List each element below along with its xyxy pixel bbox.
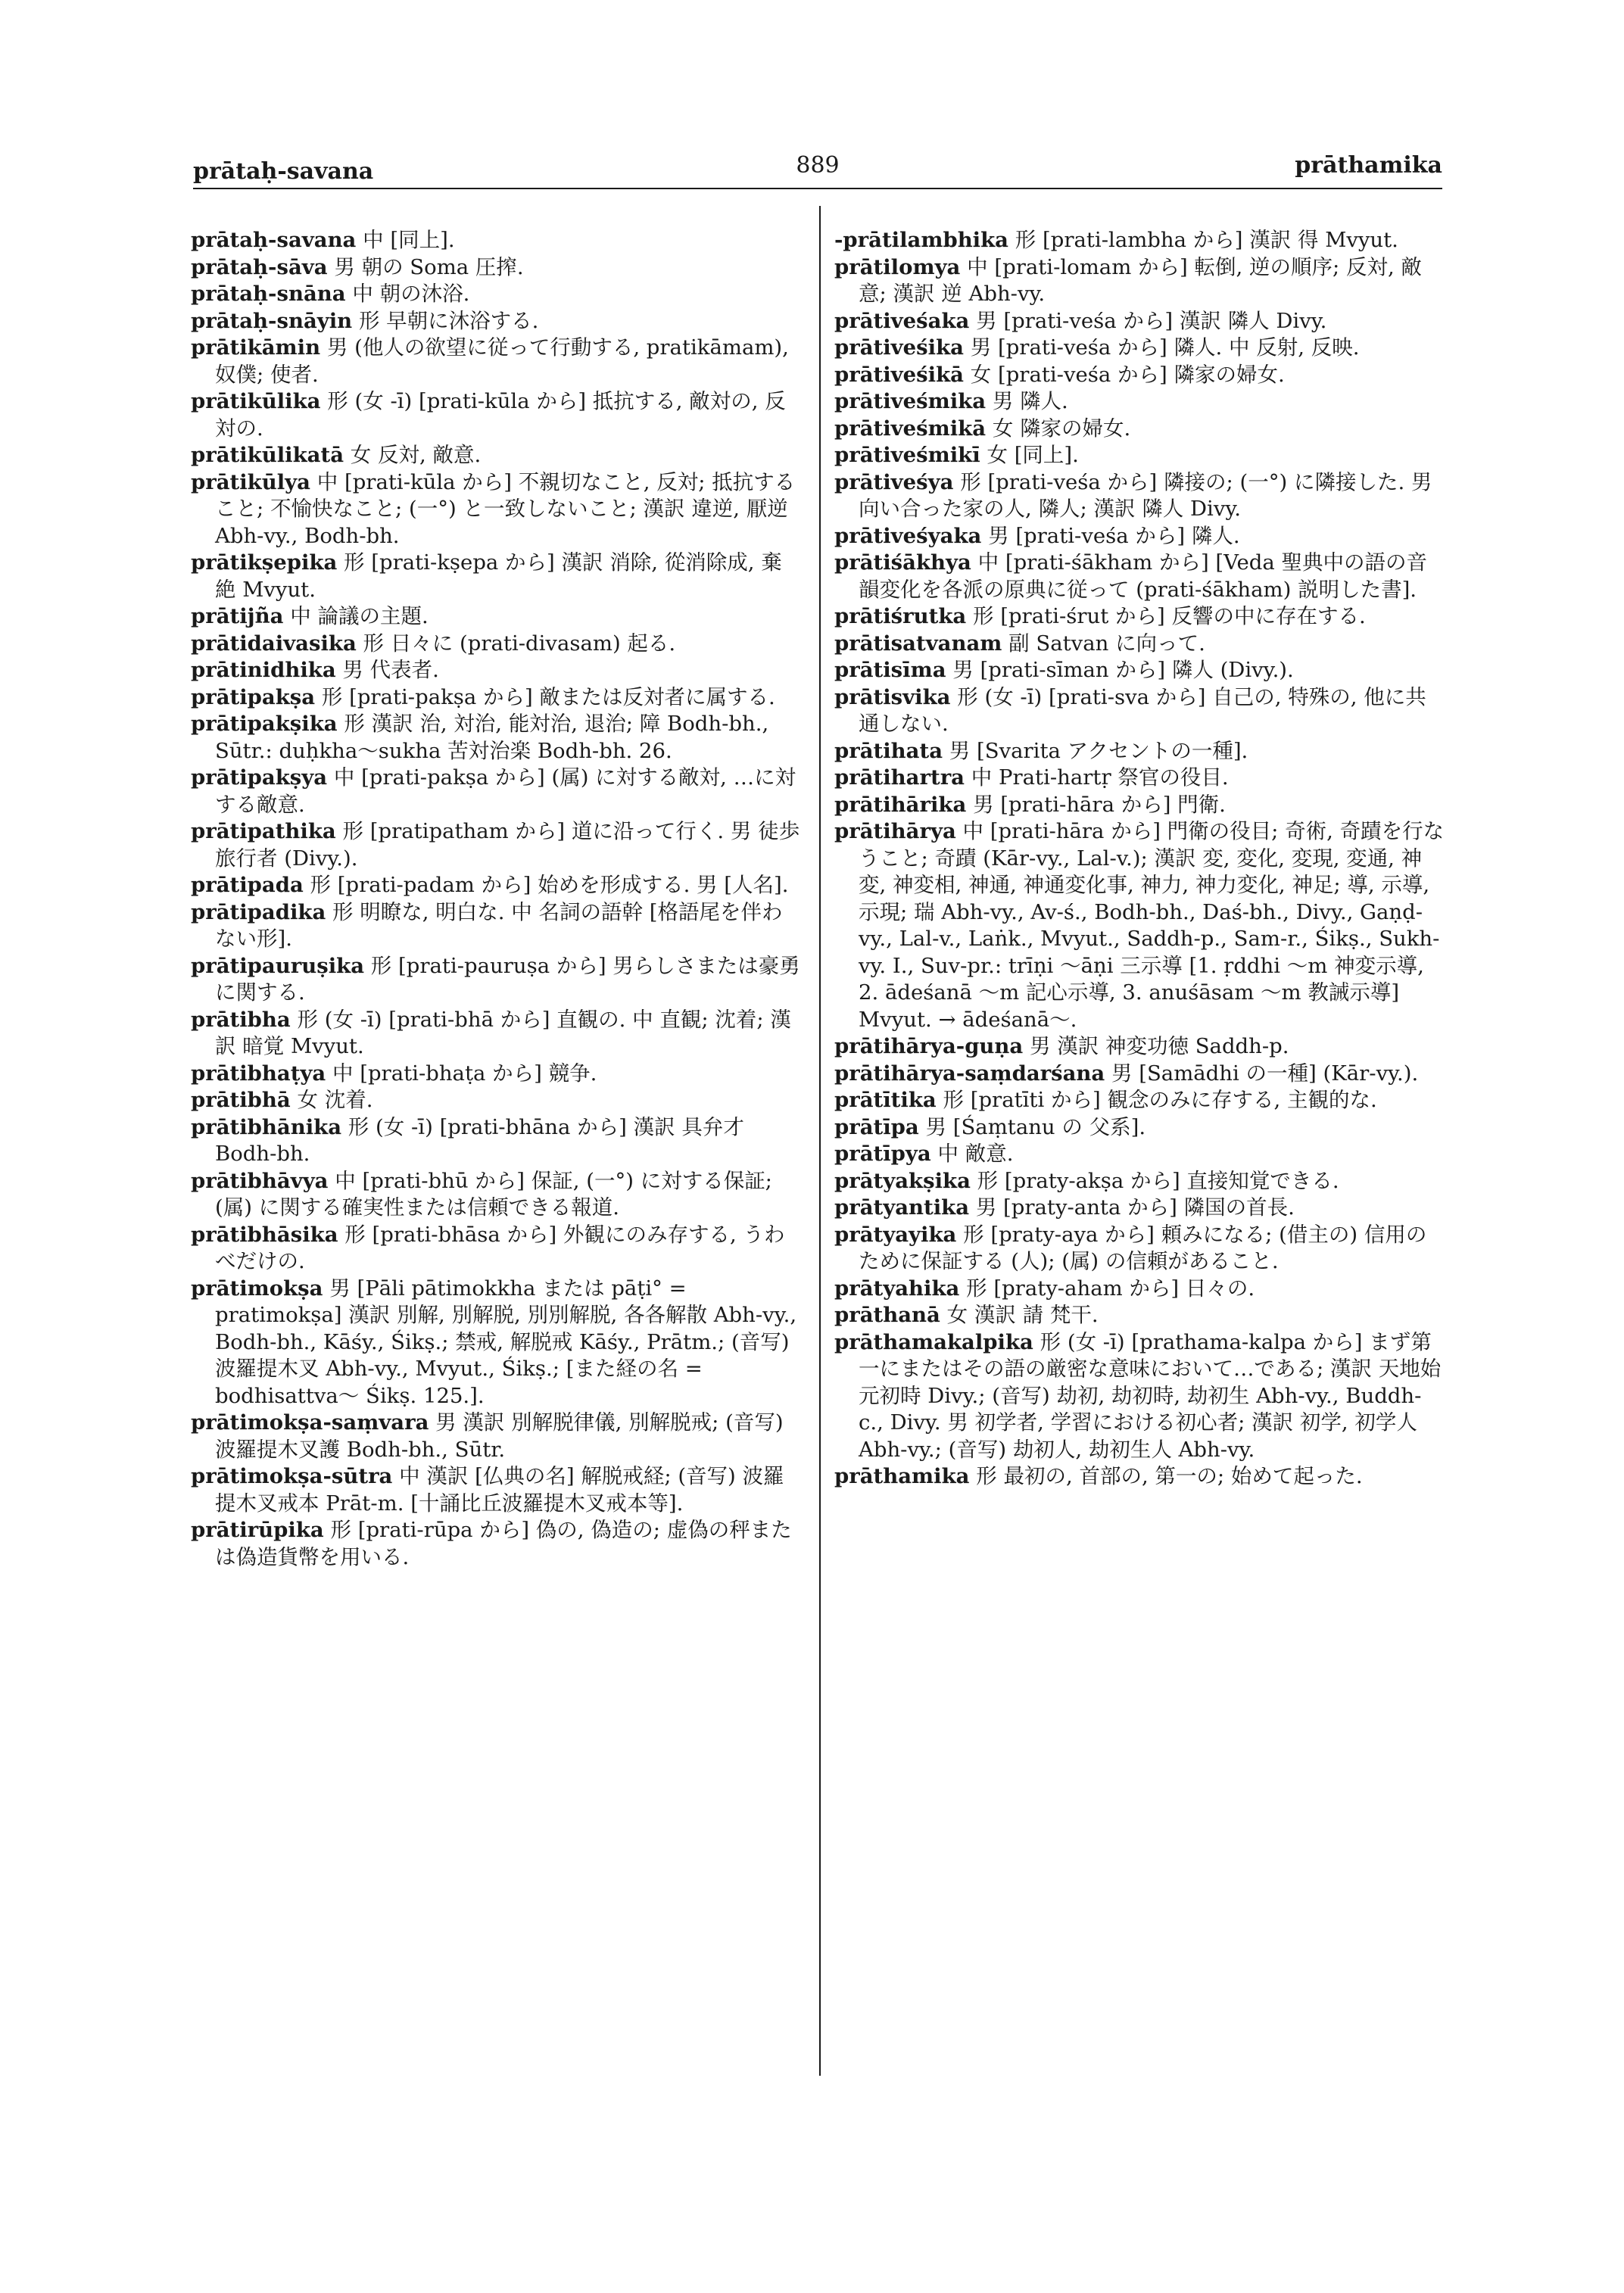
entry-definition: 男 [Śaṃtanu の 父系]. [925,1114,1146,1139]
entry-headword: prātiveśya [834,469,954,494]
entry-definition: 中 漢訳 [仏典の名] 解脱戒経; (音写) 波羅提木叉戒本 Prāt-m. [十誦比丘波羅提木叉戒本等]. [215,1464,784,1516]
header-rule [193,188,1442,189]
dictionary-entry [834,254,1446,308]
dictionary-entry [191,1087,800,1114]
entry-definition: 形 早朝に沐浴する. [358,308,539,333]
dictionary-entry [834,1087,1446,1114]
dictionary-entry [191,1410,800,1463]
entry-definition: 形 [prati-śrut から] 反響の中に存在する. [972,604,1366,628]
page-header [193,151,1442,189]
entry-headword: prātihārya-guṇa [834,1034,1024,1058]
entry-headword: prātiveśmikī [834,443,980,467]
entry-definition: 男 漢訳 神変功徳 Saddh-p. [1029,1034,1289,1058]
entry-definition: 形 明瞭な, 明白な. 中 名詞の語幹 [格語尾を伴わない形]. [215,899,783,951]
entry-headword: prātidaivasika [191,631,357,656]
entry-definition: 中 朝の沐浴. [352,282,470,306]
entry-definition: 形 [prati-padam から] 始めを形成する. 男 [人名]. [310,873,789,897]
dictionary-entry [834,1114,1446,1142]
entry-headword: prātītika [834,1088,937,1112]
entry-headword: prātibhaṭya [191,1061,326,1086]
entry-definition: 形 [pratīti から] 観念のみに存する, 主観的な. [943,1088,1377,1112]
entry-headword: prātīpa [834,1114,919,1139]
dictionary-entry [834,818,1446,1033]
entry-headword: prātimokṣa-saṃvara [191,1410,429,1435]
entry-definition: 形 漢訳 治, 対治, 能対治, 退治; 障 Bodh-bh., Sūtr.: duḥkha～sukha 苦対治楽 Bodh-bh. 26. [215,712,769,763]
dictionary-entry [834,684,1446,738]
entry-headword: prātiveśmika [834,389,987,413]
entry-definition: 形 [prati-veśa から] 隣接の; (一°) に隣接した. 男 向い合った家の人, 隣人; 漢訳 隣人 Divy. [859,469,1432,521]
entry-headword: prātirūpika [191,1518,324,1542]
entry-definition: 形 [praty-aya から] 頼みになる; (借主の) 信用のために保証する (人); (属) の信頼があること. [859,1222,1427,1273]
entry-headword: prātiśākhya [834,550,971,575]
entry-headword: prāthanā [834,1303,940,1327]
entry-headword: prātaḥ-snāyin [191,308,353,333]
dictionary-entry [834,442,1446,469]
entry-definition: 女 反対, 敵意. [350,443,482,467]
dictionary-entry [834,631,1446,658]
dictionary-entry [191,281,800,308]
dictionary-entry [191,711,800,765]
dictionary-entry [191,335,800,388]
entry-headword: prātipadika [191,899,326,924]
entry-definition: 中 [prati-lomam から] 転倒, 逆の順序; 反対, 敵意; 漢訳 逆 Abh-vy. [859,254,1422,306]
dictionary-entry [191,818,800,872]
entry-definition: 男 [Svarita アクセントの一種]. [949,738,1248,763]
dictionary-entry [191,308,800,335]
entry-headword: prātipakṣya [191,765,328,790]
entry-definition: 形 [prati-lambha から] 漢訳 得 Mvyut. [1015,228,1398,252]
entry-definition: 男 [prati-hāra から] 門衛. [973,792,1226,817]
entry-headword: prātilomya [834,254,961,279]
entry-definition: 形 日々に (prati-divasam) 起る. [363,631,676,656]
entry-headword: prātihārika [834,792,967,817]
entry-headword: prātihata [834,738,943,763]
entry-headword: prātihārya [834,819,956,843]
entry-headword: prātaḥ-savana [191,228,357,252]
dictionary-entry [191,684,800,712]
dictionary-entry [834,1168,1446,1195]
dictionary-entry [191,550,800,603]
dictionary-entry [834,227,1446,254]
dictionary-entry [834,1141,1446,1168]
dictionary-entry [191,388,800,442]
running-head-left: prātaḥ-savana [193,158,374,185]
dictionary-entry [191,442,800,469]
entry-definition: 男 [Samādhi の一種] (Kār-vy.). [1111,1061,1419,1086]
entry-definition: 男 [prati-veśa から] 隣人. 中 反射, 反映. [970,335,1360,360]
entry-headword: prātīpya [834,1142,931,1166]
entry-headword: prātikūlya [191,469,310,494]
dictionary-entry [191,1114,800,1168]
entry-headword: prātimokṣa [191,1276,323,1301]
entry-definition: 形 (女 -ī) [prati-bhā から] 直観の. 中 直観; 沈着; 漢訳 暗覚 Mvyut. [215,1007,791,1058]
dictionary-entry [191,1007,800,1061]
entry-definition: 中 [prati-bhū から] 保証, (一°) に対する保証; (属) に関する確実性または信頼できる報道. [215,1168,772,1220]
dictionary-entry [191,631,800,658]
entry-definition: 形 [prati-pauruṣa から] 男らしさまたは豪勇に関する. [215,953,800,1005]
dictionary-entry [834,1329,1446,1464]
dictionary-entry [834,1061,1446,1088]
entry-headword: prātinidhika [191,658,336,682]
dictionary-entry [191,1061,800,1088]
dictionary-entry [191,953,800,1007]
entry-definition: 男 漢訳 別解脱律儀, 別解脱戒; (音写) 波羅提木叉護 Bodh-bh., Sūtr. [215,1410,784,1462]
dictionary-entry [834,308,1446,335]
dictionary-entry [834,523,1446,550]
entry-headword: prātisīma [834,658,946,682]
entry-definition: 形 (女 -ī) [prathama-kalpa から] まず第一にまたはその語の厳密な意味において…である; 漢訳 天地始元初時 Divy.; (音写) 劫初, 劫初時, 劫初生 Abh-vy., Buddh-c., Divy. 男 初学者, 学習における初心者; 漢訳 初学, 初学人 Abh-vy.; (音写) 劫初人, 劫初生人 Abh-vy. [859,1329,1442,1462]
dictionary-entry [834,738,1446,765]
entry-headword: prātikūlika [191,389,321,413]
dictionary-entry [191,1517,800,1571]
dictionary-entry [191,469,800,550]
dictionary-entry [191,899,800,953]
dictionary-entry [834,1302,1446,1329]
entry-headword: prātisatvanam [834,631,1002,656]
entry-definition: 形 [praty-akṣa から] 直接知覚できる. [977,1168,1339,1193]
entry-headword: prātiśrutka [834,604,967,628]
entry-headword: prātiveśika [834,335,964,360]
entry-definition: 中 [prati-śākham から] [Veda 聖典中の語の音韻変化を各派の原典に従って (prati-śākham) 説明した書]. [859,550,1427,602]
entry-definition: 男 隣人. [992,389,1068,413]
entry-headword: prātikūlikatā [191,443,344,467]
entry-headword: prāthamika [834,1464,970,1488]
entry-definition: 男 代表者. [342,658,439,682]
dictionary-entry [834,362,1446,389]
dictionary-entry [191,1222,800,1276]
entry-headword: prātikṣepika [191,550,338,575]
entry-definition: 男 [Pāli pātimokkha または pāṭi° = pratimokṣa] 漢訳 別解, 別解脱, 別別解脱, 各各解散 Abh-vy., Bodh-bh., Kāśy., Śikṣ.; 禁戒, 解脱戒 Kāśy., Prātm.; (音写) 波羅提木叉 Abh-vy., Mvyut., Śikṣ.; [また経の名 = bodhisattva～ Śikṣ. 125.]. [215,1276,797,1408]
entry-definition: 形 (女 -ī) [prati-sva から] 自己の, 特殊の, 他に共通しない. [859,684,1426,736]
entry-headword: prātibhā [191,1088,291,1112]
entry-definition: 男 (他人の欲望に従って行動する, pratikāmam), 奴僕; 使者. [215,335,789,387]
entry-headword: prātyahika [834,1276,960,1301]
entry-definition: 形 (女 -ī) [prati-kūla から] 抵抗する, 敵対の, 反対の. [215,389,786,441]
entry-definition: 中 [同上]. [363,228,455,252]
dictionary-entry [834,335,1446,362]
dictionary-entry [191,603,800,631]
entry-definition: 中 敵意. [937,1142,1014,1166]
dictionary-entry [834,603,1446,631]
dictionary-entry [191,765,800,818]
entry-definition: 女 沈着. [297,1088,373,1112]
dictionary-entry [191,872,800,899]
dictionary-entry [834,657,1446,684]
entry-headword: prātiveśaka [834,308,970,333]
dictionary-entry [834,1463,1446,1491]
entry-definition: 男 朝の Soma 圧搾. [334,254,524,279]
entry-definition: 女 漢訳 請 梵干. [946,1303,1099,1327]
entry-headword: prātyayika [834,1222,957,1247]
dictionary-entry [834,765,1446,792]
entry-definition: 形 (女 -ī) [prati-bhāna から] 漢訳 具弁才 Bodh-bh. [215,1114,744,1166]
entry-definition: 男 [prati-veśa から] 隣人. [988,523,1240,548]
entry-definition: 形 最初の, 首部の, 第一の; 始めて起った. [976,1464,1363,1488]
dictionary-entry [191,254,800,282]
entry-headword: prātijña [191,604,284,628]
entry-headword: -prātilambhika [834,228,1009,252]
dictionary-entry [834,550,1446,603]
entry-headword: prāthamakalpika [834,1329,1033,1354]
entry-definition: 形 [prati-bhāsa から] 外観にのみ存する, うわべだけの. [215,1222,785,1273]
entry-headword: prātiveśyaka [834,523,982,548]
entry-definition: 女 [prati-veśa から] 隣家の婦女. [970,362,1285,387]
entry-headword: prātipada [191,873,304,897]
left-column [191,227,800,1571]
entry-headword: prātisvika [834,684,951,709]
entry-definition: 形 [pratipatham から] 道に沿って行く. 男 徒歩旅行者 (Divy.). [215,819,800,871]
running-head-right: prāthamika [1295,152,1442,179]
entry-headword: prātihārya-saṃdarśana [834,1061,1105,1086]
dictionary-entry [834,469,1446,523]
dictionary-entry [834,1276,1446,1303]
dictionary-entry [191,657,800,684]
dictionary-entry [191,227,800,254]
entry-headword: prātaḥ-snāna [191,282,346,306]
entry-definition: 中 [prati-kūla から] 不親切なこと, 反対; 抵抗すること; 不愉快なこと; (一°) と一致しないこと; 漢訳 違逆, 厭逆 Abh-vy., Bodh-bh. [215,469,796,548]
entry-definition: 形 [prati-kṣepa から] 漢訳 消除, 從消除成, 棄絶 Mvyut. [215,550,782,602]
column-divider [819,206,821,2076]
entry-headword: prātihartra [834,765,965,790]
entry-headword: prātyakṣika [834,1168,971,1193]
entry-headword: prātipauruṣika [191,953,365,978]
dictionary-entry [191,1463,800,1517]
entry-definition: 女 隣家の婦女. [992,416,1131,441]
entry-definition: 形 [prati-rūpa から] 偽の, 偽造の; 虚偽の秤または偽造貨幣を用いる. [215,1518,792,1569]
dictionary-entry [834,1033,1446,1061]
entry-headword: prātipathika [191,819,336,843]
entry-headword: prātipakṣika [191,712,338,736]
dictionary-entry [834,1222,1446,1276]
dictionary-entry [191,1276,800,1410]
entry-definition: 男 [prati-veśa から] 漢訳 隣人 Divy. [976,308,1327,333]
page-number: 889 [796,152,840,179]
entry-definition: 中 Prati-hartṛ 祭官の役目. [971,765,1229,790]
entry-headword: prātyantika [834,1195,970,1220]
entry-headword: prātibhānika [191,1114,342,1139]
dictionary-entry [834,792,1446,819]
entry-headword: prātibhāsika [191,1222,338,1247]
entry-headword: prātiveśikā [834,362,964,387]
entry-definition: 形 [praty-aham から] 日々の. [966,1276,1255,1301]
entry-headword: prātikāmin [191,335,321,360]
entry-definition: 男 [prati-sīman から] 隣人 (Divy.). [952,658,1294,682]
entry-headword: prātiveśmikā [834,416,987,441]
entry-definition: 女 [同上]. [987,443,1079,467]
entry-definition: 中 論議の主題. [290,604,429,628]
dictionary-entry [834,416,1446,443]
entry-headword: prātimokṣa-sūtra [191,1464,393,1488]
entry-definition: 副 Satvan に向って. [1008,631,1205,656]
entry-definition: 中 [prati-pakṣa から] (属) に対する敵対, …に対する敵意. [215,765,796,817]
entry-definition: 中 [prati-bhaṭa から] 競争. [332,1061,597,1086]
entry-headword: prātipakṣa [191,684,316,709]
dictionary-entry [834,1195,1446,1222]
entry-headword: prātaḥ-sāva [191,254,328,279]
entry-definition: 中 [prati-hāra から] 門衛の役目; 奇術, 奇蹟を行なうこと; 奇蹟 (Kār-vy., Lal-v.); 漢訳 変, 変化, 変現, 変通, 神変, 神変相, 神通, 神通変化事, 神力, 神力変化, 神足; 導, 示導, 示現; 瑞 Abh-vy., Av-ś., Bodh-bh., Daś-bh., Divy., Gaṇḍ-vy., Lal-v., Laṅk., Mvyut., Saddh-p., Sam-r., Śikṣ., Sukh-vy. I., Suv-pr.: trīṇi ～āṇi 三示導 [1. ṛddhi ～m 神変示導, 2. ādeśanā ～m 記心示導, 3. anuśāsam ～m 教誡示導] Mvyut. → ādeśanā～. [859,819,1445,1032]
entry-definition: 男 [praty-anta から] 隣国の首長. [975,1195,1295,1220]
entry-headword: prātibha [191,1007,291,1032]
entry-headword: prātibhāvya [191,1168,329,1193]
dictionary-entry [191,1168,800,1222]
entry-definition: 形 [prati-pakṣa から] 敵または反対者に属する. [321,684,775,709]
right-column [834,227,1446,1491]
dictionary-entry [834,388,1446,416]
